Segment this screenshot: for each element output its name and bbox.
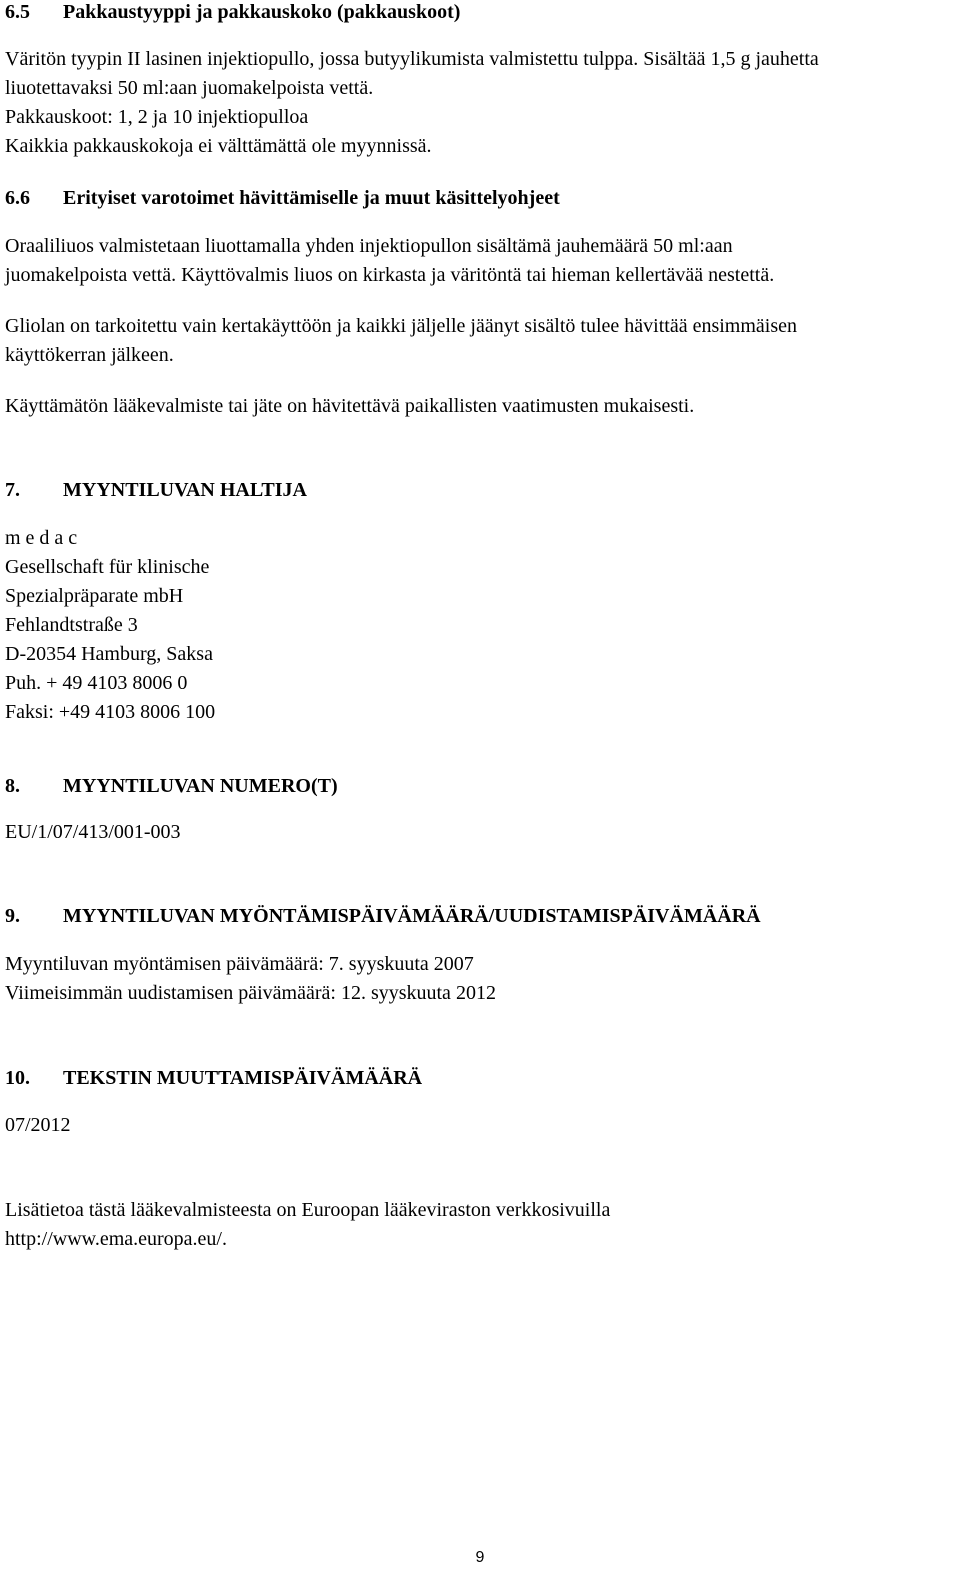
section-10-heading [5, 1066, 422, 1090]
text-line: 07/2012 [5, 1114, 71, 1136]
section-number: 6.5 [5, 1, 30, 23]
text-line: liuotettavaksi 50 ml:aan juomakelpoista vettä. [5, 77, 374, 99]
section-6-6-heading [5, 186, 560, 210]
section-title: TEKSTIN MUUTTAMISPÄIVÄMÄÄRÄ [63, 1067, 423, 1089]
section-number: 10. [5, 1067, 30, 1089]
text-line: Myyntiluvan myöntämisen päivämäärä: 7. syyskuuta 2007 [5, 953, 474, 975]
text-line: Käyttämätön lääkevalmiste tai jäte on hävitettävä paikallisten vaatimusten mukaisesti. [5, 395, 695, 417]
text-line: Faksi: +49 4103 8006 100 [5, 701, 216, 723]
text-line: Lisätietoa tästä lääkevalmisteesta on Euroopan lääkeviraston verkkosivuilla [5, 1199, 611, 1221]
section-title: MYYNTILUVAN HALTIJA [63, 479, 307, 501]
section-6-5-body [5, 45, 955, 161]
text-line: Gliolan on tarkoitettu vain kertakäyttöön ja kaikki jäljelle jäänyt sisältö tulee hävittää ensimmäisen [5, 315, 797, 337]
marketing-authorisation-holder-address [5, 524, 955, 727]
text-line: Viimeisimmän uudistamisen päivämäärä: 12. syyskuuta 2012 [5, 982, 496, 1004]
text-line: Spezialpräparate mbH [5, 585, 184, 607]
revision-date [5, 1111, 955, 1140]
section-number: 8. [5, 775, 20, 797]
text-line: Fehlandtstraße 3 [5, 614, 138, 636]
page-number: 9 [475, 1549, 485, 1566]
section-title: Pakkaustyyppi ja pakkauskoko (pakkauskoot) [63, 1, 461, 23]
text-line: juomakelpoista vettä. Käyttövalmis liuos on kirkasta ja väritöntä tai hieman kellertävää nestettä. [5, 264, 775, 286]
section-title: Erityiset varotoimet hävittämiselle ja muut käsittelyohjeet [63, 187, 560, 209]
text-line: Oraaliliuos valmistetaan liuottamalla yhden injektiopullon sisältämä jauhemäärä 50 ml:aan [5, 235, 733, 257]
section-8-heading [5, 774, 338, 798]
authorisation-dates [5, 950, 955, 1008]
section-number: 6.6 [5, 187, 30, 209]
section-6-6-paragraph-3 [5, 392, 955, 421]
section-6-5-heading [5, 0, 460, 24]
section-7-heading [5, 478, 307, 502]
section-number: 9. [5, 905, 20, 927]
section-6-6-paragraph-2 [5, 312, 955, 370]
text-line: Väritön tyypin II lasinen injektiopullo, jossa butyylikumista valmistettu tulppa. Sisältää 1,5 g jauhetta [5, 48, 819, 70]
text-line: Kaikkia pakkauskokoja ei välttämättä ole myynnissä. [5, 135, 432, 157]
section-9-heading [5, 904, 761, 928]
further-information [5, 1196, 955, 1254]
text-line: m e d a c [5, 527, 78, 549]
section-6-6-paragraph-1 [5, 232, 955, 290]
section-title: MYYNTILUVAN MYÖNTÄMISPÄIVÄMÄÄRÄ/UUDISTAMISPÄIVÄMÄÄRÄ [63, 905, 761, 927]
text-line: Gesellschaft für klinische [5, 556, 210, 578]
text-line: D-20354 Hamburg, Saksa [5, 643, 213, 665]
text-line: Pakkauskoot: 1, 2 ja 10 injektiopulloa [5, 106, 309, 128]
text-line: Puh. + 49 4103 8006 0 [5, 672, 188, 694]
marketing-authorisation-number [5, 818, 955, 847]
section-title: MYYNTILUVAN NUMERO(T) [63, 775, 338, 797]
ema-website-link[interactable]: http://www.ema.europa.eu/. [5, 1228, 227, 1250]
text-line: EU/1/07/413/001-003 [5, 821, 181, 843]
section-number: 7. [5, 479, 20, 501]
text-line: käyttökerran jälkeen. [5, 344, 174, 366]
